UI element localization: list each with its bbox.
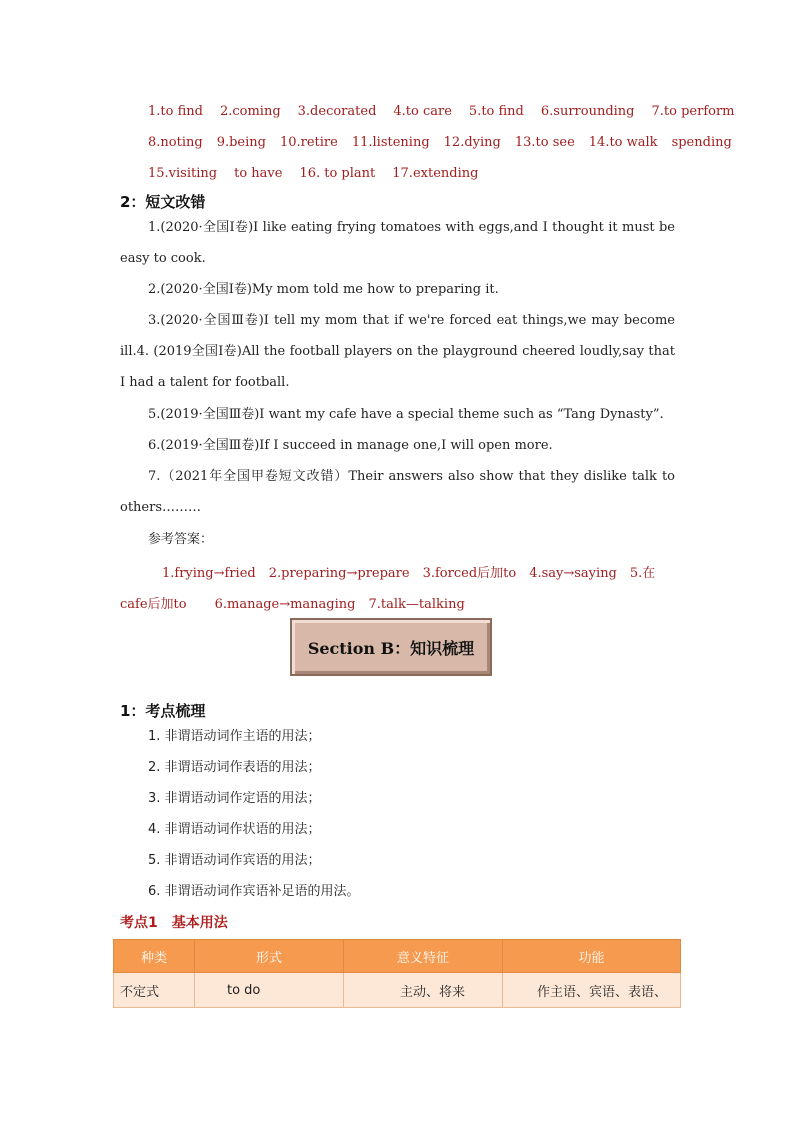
answer: 8.noting — [148, 135, 203, 150]
table-header-row — [114, 940, 681, 973]
answers-block — [148, 100, 735, 193]
answer: 13.to see — [514, 135, 575, 150]
kaodian-heading: 1：考点梳理 — [120, 702, 206, 720]
question-text: 2.(2020·全国Ⅰ卷)My mom told me how to preparing it. — [148, 282, 499, 297]
table-cell: 不定式 — [114, 973, 195, 1008]
answer: 3.decorated — [297, 104, 377, 119]
answer: spending — [671, 135, 732, 150]
list-item: 4. 非谓语动词作状语的用法； — [148, 822, 321, 837]
question-1 — [120, 212, 675, 274]
reference-label: 参考答案： — [148, 532, 214, 547]
list-item: 1. 非谓语动词作主语的用法； — [148, 729, 321, 744]
answer: 6.surrounding — [540, 104, 635, 119]
answer: 7.to perform — [651, 104, 735, 119]
table-cell: 主动、将来 — [344, 973, 503, 1008]
list-item: 6. 非谓语动词作宾语补足语的用法。 — [148, 884, 360, 899]
table-cell: 作主语、宾语、表语、 — [503, 973, 681, 1008]
question-text: 3.(2020·全国Ⅲ卷)I tell my mom that if we're forced eat things,we may become ill.4. (2019全国Ⅰ卷)All the football players on the playground cheered loudly,say that I had a talent for football. — [120, 313, 675, 390]
answer: 16. to plant — [299, 166, 376, 181]
answer: 2.coming — [219, 104, 281, 119]
ref-answer: 2.preparing→prepare — [268, 566, 410, 581]
answer: 15.visiting — [148, 166, 218, 181]
answer: 10.retire — [279, 135, 338, 150]
answer: 17.extending — [392, 166, 479, 181]
question-7 — [120, 461, 675, 523]
table-header: 意义特征 — [344, 940, 503, 973]
ref-answer: 6.manage→managing — [214, 597, 356, 612]
question-text: 1.(2020·全国Ⅰ卷)I like eating frying tomatoes with eggs,and I thought it must be easy to cook. — [120, 220, 675, 266]
section-b-banner — [290, 618, 492, 676]
table-cell: to do — [195, 973, 344, 1008]
ref-answer: 5.在cafe后加to — [120, 566, 656, 612]
section-b-title: Section B：知识梳理 — [307, 638, 475, 658]
answer: 5.to find — [468, 104, 524, 119]
question-2 — [120, 274, 675, 305]
answers-line-3 — [148, 162, 688, 193]
ref-answer: 4.say→saying — [529, 566, 617, 581]
table-header: 种类 — [114, 940, 195, 973]
kaodian-1-title: 考点1 基本用法 — [120, 915, 228, 931]
list-item: 2. 非谓语动词作表语的用法； — [148, 760, 321, 775]
answer: 11.listening — [351, 135, 430, 150]
list-item: 3. 非谓语动词作定语的用法； — [148, 791, 321, 806]
kaodian-list — [148, 725, 360, 911]
answer: 1.to find — [148, 104, 203, 119]
answers-line-1 — [148, 100, 735, 131]
question-text: 7.（2021年全国甲卷短文改错）Their answers also show that they dislike talk to others……… — [120, 469, 675, 515]
usage-table — [113, 939, 681, 1008]
answer: 14.to walk — [588, 135, 658, 150]
answer: 4.to care — [393, 104, 452, 119]
answer: 9.being — [216, 135, 266, 150]
question-text: 5.(2019·全国Ⅲ卷)I want my cafe have a special theme such as “Tang Dynasty”. — [148, 407, 664, 422]
answers-line-2 — [148, 131, 732, 162]
table-row — [114, 973, 681, 1008]
section-heading: 2：短文改错 — [120, 193, 206, 211]
reference-answers — [120, 558, 676, 620]
answer: to have — [234, 166, 283, 181]
ref-answer: 7.talk—talking — [368, 597, 465, 612]
list-item: 5. 非谓语动词作宾语的用法； — [148, 853, 321, 868]
table-header: 功能 — [503, 940, 681, 973]
ref-answer: 1.frying→fried — [162, 566, 256, 581]
question-5 — [120, 399, 675, 430]
question-text: 6.(2019·全国Ⅲ卷)If I succeed in manage one,I will open more. — [148, 438, 553, 453]
answer: 12.dying — [443, 135, 501, 150]
question-3-4 — [120, 305, 675, 398]
ref-answer: 3.forced后加to — [422, 566, 517, 581]
table-header: 形式 — [195, 940, 344, 973]
question-6 — [120, 430, 675, 461]
